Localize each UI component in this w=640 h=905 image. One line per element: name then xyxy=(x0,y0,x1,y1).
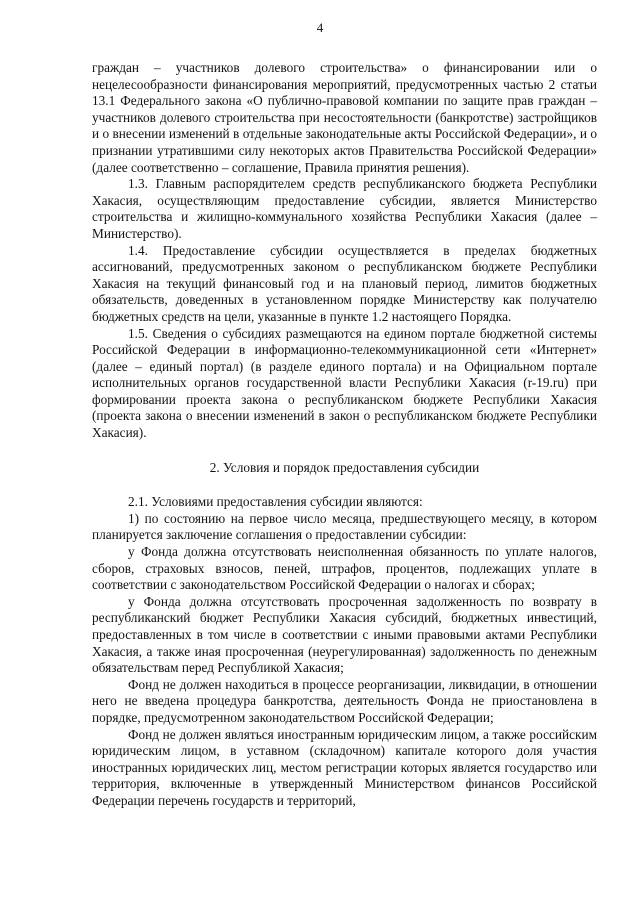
document-body xyxy=(92,60,597,810)
paragraph-2-1: 2.1. Условиями предоставления субсидии являются: xyxy=(128,494,423,510)
paragraph-no-reorganization: Фонд не должен находиться в процессе реорганизации, ликвидации, в отношении него не введена процедура банкротства, деятельность Фонда не приостановлена в порядке, предусмотренном законодательством Российской Федерации; xyxy=(92,676,597,725)
paragraph-1-3: 1.3. Главным распорядителем средств республиканского бюджета Республики Хакасия, осуществляющим предоставление субсидии, является Министерство строительства и жилищно-коммунального хозяйства Республики Хакасия (далее – Министерство). xyxy=(92,176,597,241)
paragraph-1-5: 1.5. Сведения о субсидиях размещаются на едином портале бюджетной системы Российской Федерации в информационно-телекоммуникационной сети «Интернет» (далее – единый портал) (в разделе единого портала) и на Официальном портале исполнительных органов государственной власти Республики Хакасия (r-19.ru) при формировании проекта закона о республиканском бюджете Республики Хакасия (проекта закона о внесении изменений в закон о республиканском бюджете Республики Хакасия). xyxy=(92,325,597,441)
paragraph-no-tax-debt: у Фонда должна отсутствовать неисполненная обязанность по уплате налогов, сборов, страховых взносов, пеней, штрафов, процентов, подлежащих уплате в соответствии с законодательством Российской Федерации о налогах и сборах; xyxy=(92,544,597,593)
paragraph-condition-1: 1) по состоянию на первое число месяца, предшествующего месяцу, в котором планируется заключение соглашения о предоставлении субсидии: xyxy=(92,510,597,543)
paragraph-not-foreign-entity: Фонд не должен являться иностранным юридическим лицом, а также российским юридическим лицом, в уставном (складочном) капитале которого доля участия иностранных юридических лиц, местом регистрации которых является государство или территория, включенные в утвержденный Министерством финансов Российской Федерации перечень государств и территорий, xyxy=(92,726,597,808)
page-number: 4 xyxy=(316,20,324,35)
section-heading: 2. Условия и порядок предоставления субсидии xyxy=(209,459,480,475)
paragraph-no-overdue-debt: у Фонда должна отсутствовать просроченная задолженность по возврату в республиканский бюджет Республики Хакасия субсидий, бюджетных инвестиций, предоставленных в том числе в соответствии с иными правовыми актами Республики Хакасия, а также иная просроченная (неурегулированная) задолженность по денежным обязательствам перед Республикой Хакасия; xyxy=(92,593,597,676)
paragraph-1-4: 1.4. Предоставление субсидии осуществляется в пределах бюджетных ассигнований, предусмотренных законом о республиканском бюджете Республики Хакасия на текущий финансовый год и на плановый период, лимитов бюджетных обязательств, доведенных в установленном порядке Министерству как получателю бюджетных средств на цели, указанные в пункте 1.2 настоящего Порядка. xyxy=(92,242,597,324)
paragraph-continuation: граждан – участников долевого строительства» о финансировании или о нецелесообразности финансирования мероприятий, предусмотренных частью 2 статьи 13.1 Федерального закона «О публично-правовой компании по защите прав граждан – участников долевого строительства при несостоятельности (банкротстве) застройщиков и о внесении изменений в отдельные законодательные акты Российской Федерации», и о признании утратившими силу некоторых актов Правительства Российской Федерации» (далее соответственно – соглашение, Правила принятия решения). xyxy=(92,60,597,175)
